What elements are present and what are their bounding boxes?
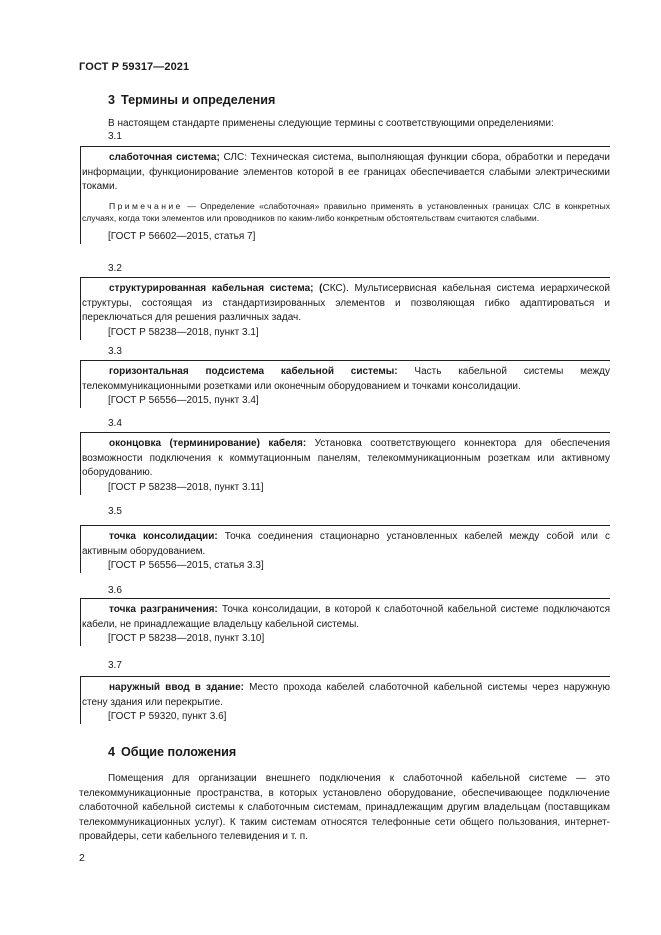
term-entry [80, 146, 610, 244]
term-definition [81, 151, 610, 195]
term-name: горизонтальная подсистема кабельной системы: [109, 366, 398, 377]
section-3-heading [108, 93, 275, 107]
term-definition [81, 282, 610, 326]
term-source: [ГОСТ Р 56602—2015, статья 7] [108, 231, 256, 243]
section-4-heading [108, 745, 236, 759]
document-header: ГОСТ Р 59317—2021 [79, 61, 190, 73]
term-name: точка разграничения: [109, 604, 218, 615]
note-label: Примечание [109, 200, 183, 211]
entry-number: 3.3 [108, 346, 122, 357]
term-name: наружный ввод в здание: [109, 682, 244, 693]
term-text: СЛС: Техническая система, выполняющая функции сбора, обработки и передачи информации, функционирование элементов которой в ее границах обеспечивается слабыми электрическими токами. [82, 152, 610, 193]
term-entry [80, 360, 610, 408]
term-definition [81, 530, 610, 559]
term-name: слаботочная система; [109, 152, 220, 163]
section-4-title: Общие положения [121, 745, 237, 759]
term-source: [ГОСТ Р 58238—2018, пункт 3.11] [108, 481, 264, 493]
section-3-number: 3 [108, 93, 116, 107]
term-source: [ГОСТ Р 56556—2015, пункт 3.4] [108, 395, 259, 407]
term-source: [ГОСТ Р 58238—2018, пункт 3.1] [108, 326, 259, 338]
term-definition [81, 365, 610, 394]
term-name: структурированная кабельная система; ( [109, 283, 323, 294]
term-entry [80, 432, 610, 495]
term-name: оконцовка (терминирование) кабеля: [109, 438, 307, 449]
page-number: 2 [79, 852, 85, 864]
term-name: точка консолидации: [109, 531, 218, 542]
term-text: Место прохода кабелей слаботочной кабельной системы через наружную стену здания или перекрытие. [82, 682, 610, 708]
term-text: Точка соединения стационарно установленных кабелей между собой или с активным оборудованием. [82, 531, 610, 557]
entry-number: 3.5 [108, 506, 122, 517]
entry-number: 3.6 [108, 585, 122, 596]
term-source: [ГОСТ Р 56556—2015, статья 3.3] [108, 560, 264, 572]
term-source: [ГОСТ Р 58238—2018, пункт 3.10] [108, 633, 265, 645]
entry-number: 3.1 [108, 131, 122, 142]
section-3-title: Термины и определения [121, 93, 276, 107]
section-4-paragraph: Помещения для организации внешнего подключения к слаботочной кабельной системе — это телекоммуникационные пространства, в которых установлено оборудование, обеспечивающее подключение слаботочной кабельной системы к слаботочным системам, принадлежащим другим владельцам (поставщикам телекоммуникационных услуг). К таким системам относятся телефонные сети общего пользования, интернет-провайдеры, сети кабельного телевидения и т. п. [79, 773, 610, 843]
term-entry [80, 676, 610, 724]
term-text: СКС). Мультисервисная кабельная система иерархической структуры, состоящая из стандартизированных элементов и позволяющая гибко адаптироваться и переключаться для решения различных задач. [82, 283, 611, 324]
entry-number: 3.4 [108, 418, 122, 429]
term-entry [80, 277, 610, 340]
term-definition [81, 437, 610, 481]
term-text: Установка соответствующего коннектора для обеспечения возможности подключения к коммутационным панелям, телекоммуникационным розеткам или активному оборудованию. [82, 438, 610, 479]
note-text: — Определение «слаботочная» правильно применять в установленных границах СЛС в конкретных случаях, когда токи элементов или проводников по каким-либо конкретным обстоятельствам считаются слабыми. [82, 200, 610, 223]
term-source: [ГОСТ Р 59320, пункт 3.6] [108, 711, 227, 723]
section-3-intro: В настоящем стандарте применены следующие термины с соответствующими определениями: [108, 118, 554, 129]
term-text: Часть кабельной системы между телекоммуникационными розетками или оконечным оборудованием и точками консолидации. [82, 366, 610, 392]
term-entry [80, 598, 610, 646]
entry-number: 3.2 [108, 263, 122, 274]
section-4-number: 4 [108, 745, 116, 759]
term-text: Точка консолидации, в которой к слаботочной кабельной системе подключаются кабели, не принадлежащие владельцу кабельной системы. [82, 604, 610, 630]
term-entry [80, 525, 610, 573]
term-definition [81, 603, 610, 632]
term-note [81, 200, 610, 224]
term-definition [81, 681, 610, 710]
entry-number: 3.7 [108, 660, 122, 671]
